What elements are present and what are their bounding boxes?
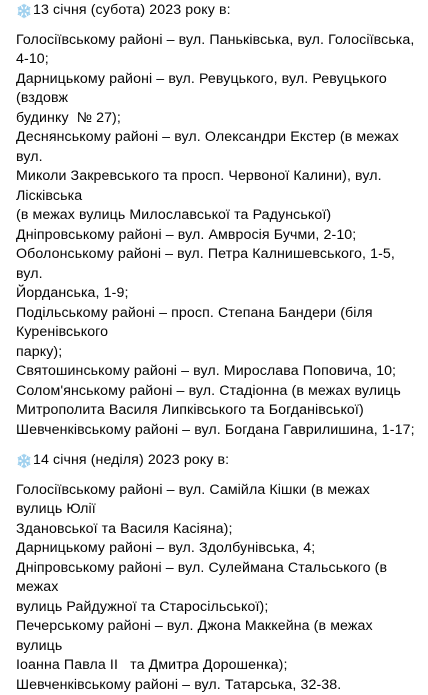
section-header-text: 13 січня (субота) 2023 року в: <box>33 1 231 21</box>
section-header-jan-13 <box>16 1 428 21</box>
section-header-jan-14 <box>16 451 428 471</box>
list-item: парку); <box>16 343 428 363</box>
section-list-jan-14 <box>16 481 428 695</box>
list-item: Голосіївському районі – вул. Паньківська, вул. Голосіївська, 4-10; <box>16 31 428 70</box>
list-item: Миколи Закревського та просп. Червоної Калини), вул. Лісківська <box>16 167 428 206</box>
list-item: Шевченківському районі – вул. Татарська, 32-38. <box>16 676 428 695</box>
list-item: Дарницькому районі – вул. Ревуцького, вул. Ревуцького (вздовж <box>16 70 428 109</box>
list-item: Дніпровському районі – вул. Амвросія Бучми, 2-10; <box>16 226 428 246</box>
list-item: Солом'янському районі – вул. Стадіонна (в межах вулиць <box>16 382 428 402</box>
list-item: Митрополита Василя Липківського та Богданівської) <box>16 401 428 421</box>
list-item: будинку № 27); <box>16 109 428 129</box>
list-item: Святошинському районі – вул. Мирослава Поповича, 10; <box>16 362 428 382</box>
list-item: Шевченківському районі – вул. Богдана Гаврилишина, 1-17; <box>16 421 428 441</box>
list-item: Подільському районі – просп. Степана Бандери (біля Куренівського <box>16 304 428 343</box>
list-item: Оболонському районі – вул. Петра Калнишевського, 1-5, вул. <box>16 245 428 284</box>
list-item: (в межах вулиць Милославської та Радунської) <box>16 206 428 226</box>
list-item: Голосіївському районі – вул. Самійла Кішки (в межах вулиць Юлії <box>16 481 428 520</box>
list-item: Дніпровському районі – вул. Сулеймана Стальського (в межах <box>16 559 428 598</box>
list-item: Печерському районі – вул. Джона Маккейна (в межах вулиць <box>16 617 428 656</box>
list-item: Здановської та Василя Касіяна); <box>16 520 428 540</box>
list-item: Дарницькому районі – вул. Здолбунівська, 4; <box>16 539 428 559</box>
list-item: Йорданська, 1-9; <box>16 284 428 304</box>
list-item: Іоанна Павла ІІ та Дмитра Дорошенка); <box>16 656 428 676</box>
list-item: вулиць Райдужної та Старосільської); <box>16 598 428 618</box>
section-list-jan-13 <box>16 31 428 441</box>
snowflake-icon <box>16 3 32 19</box>
section-header-text: 14 січня (неділя) 2023 року в: <box>33 451 229 471</box>
list-item: Деснянському районі – вул. Олександри Екстер (в межах вул. <box>16 128 428 167</box>
post-text <box>0 1 428 466</box>
snowflake-icon <box>16 453 32 469</box>
